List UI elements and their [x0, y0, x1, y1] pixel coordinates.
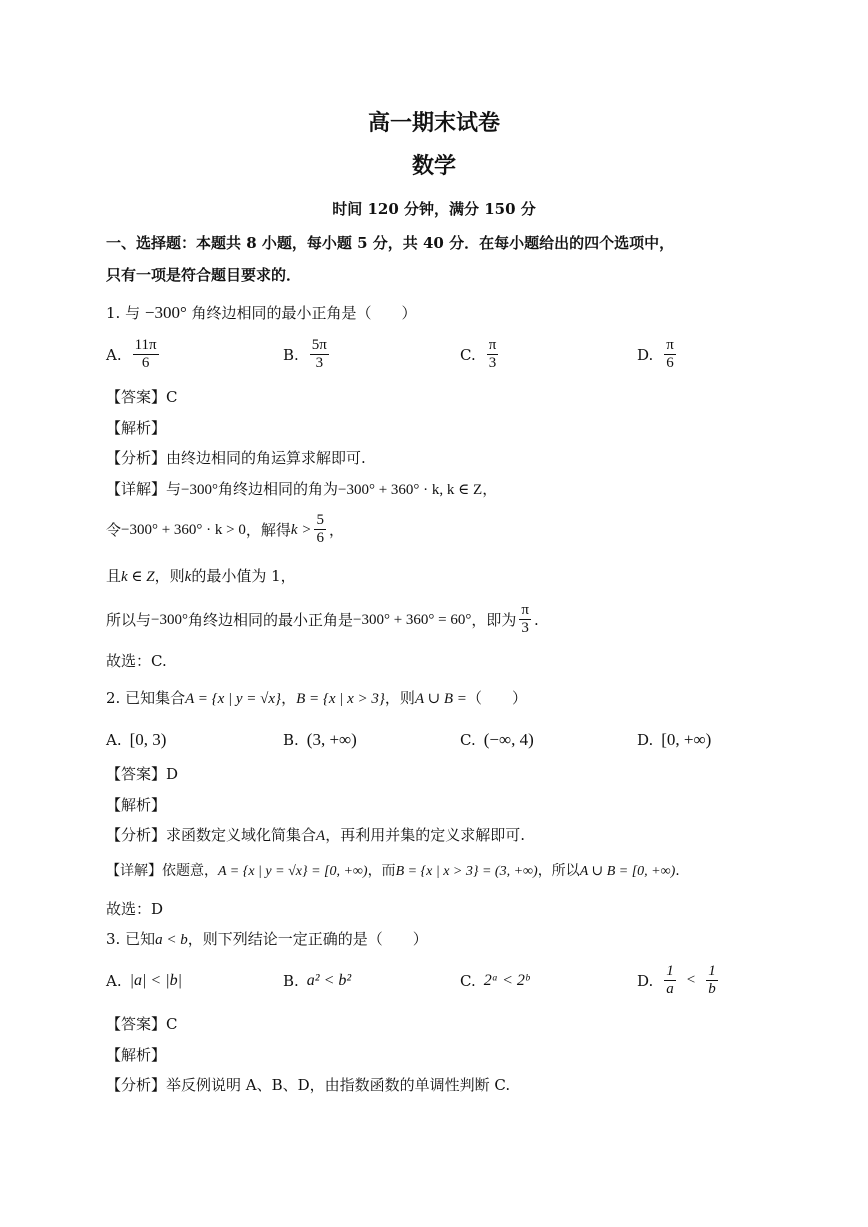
detail-tag: 【详解】 — [106, 863, 162, 879]
q1-expr: −300° — [144, 303, 187, 322]
fraction-num: 11π — [134, 337, 157, 353]
math: A — [316, 828, 326, 844]
option-label: B. — [283, 972, 299, 990]
q3-jiexi: 【解析】 — [106, 1046, 167, 1064]
math: k — [184, 569, 192, 585]
fraction-den: 3 — [315, 355, 324, 371]
q1-detail-line1 — [106, 479, 497, 500]
option-label: A. — [106, 972, 122, 990]
option-text: [0, 3) — [129, 730, 167, 749]
fraction — [314, 512, 326, 547]
option-text: |a| < |b| — [129, 972, 182, 989]
fraction-num: π — [521, 602, 529, 618]
option-fraction — [487, 337, 499, 372]
page-title: 高一期末试卷 — [367, 110, 500, 136]
question-1 — [106, 303, 417, 323]
math: A ∪ B = [0, +∞) — [579, 864, 676, 879]
fraction-den: 3 — [521, 620, 529, 636]
option-text: (−∞, 4) — [483, 730, 534, 749]
option-label: D. — [637, 971, 654, 990]
math: −300° — [181, 482, 218, 498]
q2-detail — [106, 861, 680, 882]
math: k > — [290, 521, 312, 538]
text: 【分析】求函数定义域化简集合 — [106, 826, 317, 844]
option-fraction — [310, 337, 329, 372]
text: 且 — [106, 567, 122, 585]
text: ，所以 — [537, 863, 580, 879]
math: A ∪ B = — [414, 691, 467, 707]
less-than: < — [686, 972, 696, 988]
q1-suffix: 角终边相同的最小正角是（ ） — [191, 304, 417, 322]
q1-option-b[interactable] — [283, 337, 332, 372]
math: −300° + 360° · k > 0 — [121, 521, 246, 538]
text: 的最小值为 1， — [191, 567, 296, 585]
q1-conclusion: 故选：C. — [106, 652, 167, 670]
q2-option-b[interactable] — [283, 730, 357, 750]
text: 所以与 — [106, 610, 152, 629]
text: ， — [482, 480, 498, 498]
math: k ∈ Z — [121, 569, 155, 585]
fraction-den: b — [708, 981, 716, 997]
option-label: B. — [283, 345, 299, 364]
fraction-num: 1 — [708, 963, 716, 979]
q1-option-d[interactable] — [637, 337, 679, 372]
text: ，即为 — [471, 610, 517, 629]
option-label: D. — [637, 731, 654, 749]
option-text: a² < b² — [306, 972, 352, 989]
math: A = {x | y = √x} = [0, +∞) — [218, 864, 368, 879]
q2-analysis — [106, 825, 525, 846]
q1-option-c[interactable] — [460, 337, 501, 372]
q1-prefix: 1. 与 — [106, 304, 141, 322]
text: ，解得 — [245, 520, 291, 539]
text: ， — [328, 520, 344, 539]
math: A = {x | y = √x} — [185, 691, 282, 707]
q3-prefix: 3. 已知 — [106, 930, 156, 948]
q1-option-a[interactable] — [106, 337, 162, 372]
text: 角终边相同的角为 — [218, 480, 339, 498]
fraction-num: π — [488, 337, 497, 353]
q3-option-a[interactable] — [106, 972, 182, 990]
text: ，再利用并集的定义求解即可. — [325, 826, 525, 844]
option-label: A. — [106, 731, 122, 749]
option-label: A. — [106, 345, 122, 364]
option-label: D. — [637, 345, 654, 364]
text: ，而 — [367, 863, 396, 879]
q1-answer: 【答案】C — [106, 388, 178, 406]
text: ，则下列结论一定正确的是（ ） — [187, 930, 428, 948]
fraction-den: 6 — [666, 355, 674, 371]
text: . — [533, 610, 539, 629]
q1-jiexi: 【解析】 — [106, 419, 167, 437]
text: 令 — [106, 520, 122, 539]
q2-option-c[interactable] — [460, 730, 534, 750]
q2-prefix: 2. 已知集合 — [106, 689, 186, 707]
subject-title: 数学 — [411, 153, 456, 179]
q1-detail-line4 — [106, 602, 539, 637]
detail-tag: 【详解】 — [106, 480, 167, 498]
q2-jiexi: 【解析】 — [106, 796, 167, 814]
option-label: C. — [460, 345, 476, 364]
text: 依题意， — [162, 863, 218, 879]
option-fraction — [664, 337, 676, 372]
q3-answer: 【答案】C — [106, 1015, 178, 1033]
section-heading-line1: 一、选择题：本题共 8 小题，每小题 5 分，共 40 分．在每小题给出的四个选项中， — [106, 234, 675, 252]
fraction-den: 3 — [488, 355, 497, 371]
option-label: B. — [283, 731, 299, 749]
math: B = {x | x > 3} — [296, 691, 385, 707]
q3-option-b[interactable] — [283, 972, 351, 990]
text: ， — [281, 689, 297, 707]
fraction-num: 5 — [316, 512, 324, 528]
option-fraction-2 — [706, 963, 718, 998]
fraction-den: a — [666, 981, 674, 997]
fraction — [519, 602, 531, 637]
option-text: [0, +∞) — [661, 730, 712, 749]
section-heading-line2: 只有一项是符合题目要求的． — [106, 266, 302, 284]
fraction-num: 5π — [311, 337, 327, 353]
fraction-den: 6 — [141, 355, 150, 371]
text: ，则 — [384, 689, 415, 707]
text: （ ） — [466, 689, 527, 707]
text: ，则 — [154, 567, 185, 585]
option-label: C. — [460, 972, 476, 990]
math: B = {x | x > 3} = (3, +∞) — [395, 864, 538, 879]
option-text: 2ᵃ < 2ᵇ — [483, 972, 530, 989]
option-fraction — [133, 337, 159, 372]
question-3 — [106, 929, 428, 950]
q2-answer: 【答案】D — [106, 765, 179, 783]
text: . — [675, 863, 680, 879]
q1-detail-line3 — [106, 566, 296, 587]
q2-option-d[interactable] — [637, 730, 711, 750]
option-text: (3, +∞) — [306, 730, 357, 749]
math: −300° — [151, 611, 188, 628]
q1-analysis: 【分析】由终边相同的角运算求解即可. — [106, 449, 366, 467]
q1-detail-line2 — [106, 512, 344, 547]
fraction-num: π — [666, 337, 674, 353]
question-2 — [106, 688, 527, 709]
fraction-num: 1 — [666, 963, 674, 979]
fraction-den: 6 — [316, 530, 324, 546]
q3-option-c[interactable] — [460, 972, 529, 990]
math: a < b — [155, 932, 188, 948]
q2-option-a[interactable] — [106, 730, 166, 750]
option-label: C. — [460, 731, 476, 749]
time-info: 时间 120 分钟，满分 150 分 — [332, 200, 536, 218]
math: −300° + 360° = 60° — [353, 611, 472, 628]
q3-option-d[interactable] — [637, 963, 721, 998]
math: −300° + 360° · k, k ∈ Z — [338, 482, 483, 498]
q3-analysis: 【分析】举反例说明 A、B、D，由指数函数的单调性判断 C. — [106, 1076, 511, 1094]
text: 与 — [166, 480, 182, 498]
text: 角终边相同的最小正角是 — [187, 610, 353, 629]
q2-conclusion: 故选：D — [106, 900, 164, 918]
option-fraction-1 — [664, 963, 676, 998]
